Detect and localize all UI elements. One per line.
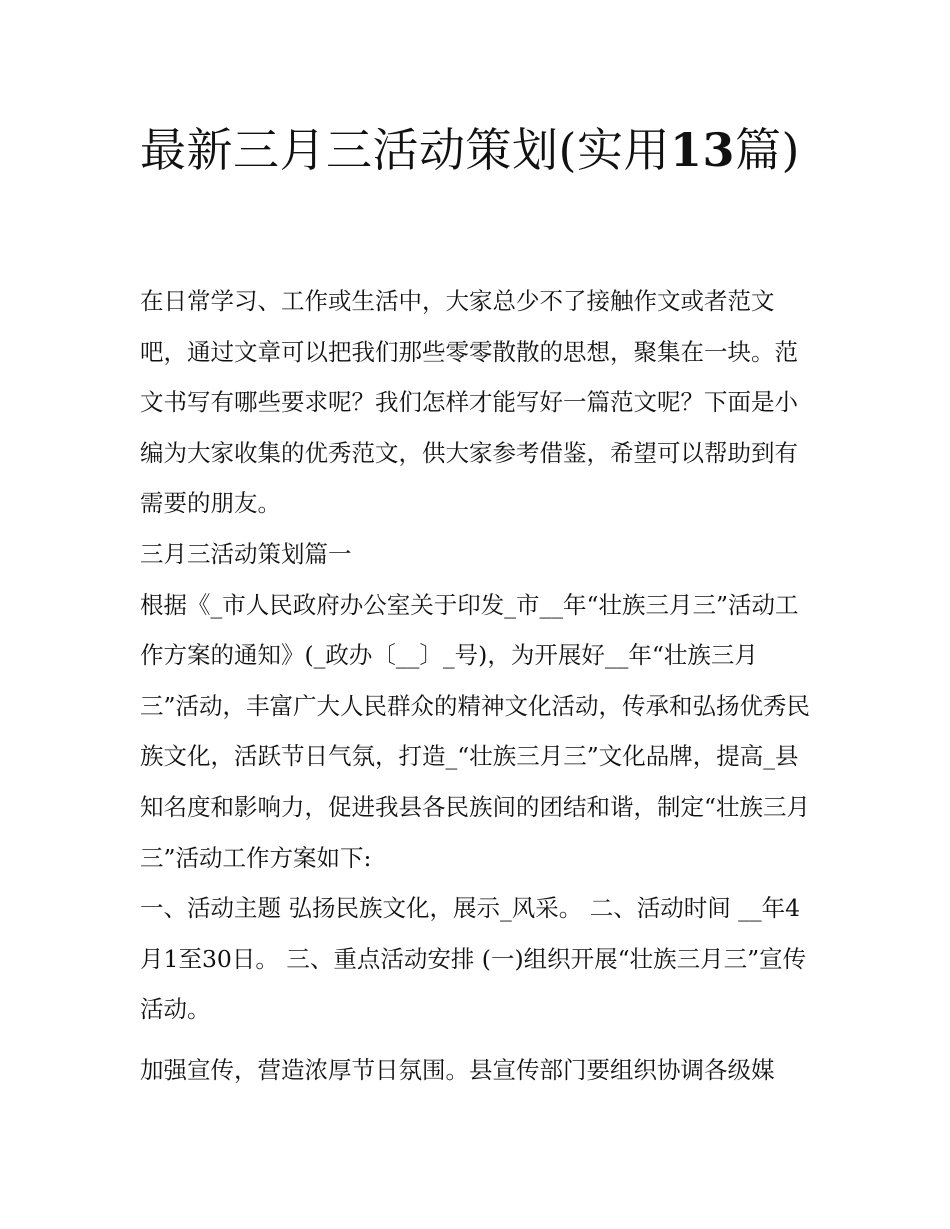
body-paragraph: 一、活动主题 弘扬民族文化，展示_风采。 二、活动时间 __年4月1至30日。 三、重点活动安排 (一)组织开展“壮族三月三”宣传活动。 [140,894,807,1024]
section-heading: 三月三活动策划篇一 [140,539,352,568]
title-main: 最新三月三活动策划(实用 [140,123,670,177]
body-paragraph: 加强宣传，营造浓厚节日氛围。县宣传部门要组织协调各级媒 [140,1055,775,1084]
body-paragraph: 根据《_市人民政府办公室关于印发_市__年“壮族三月三”活动工作方案的通知》(_政办〔__〕_号)，为开展好__年“壮族三月三”活动，丰富广大人民群众的精神文化活动，传承和弘扬优秀民族文化，活跃节日气氛，打造_“壮族三月三”文化品牌，提高_县知名度和影响力，促进我县各民族间的团结和谐，制定“壮族三月三”活动工作方案如下: [140,590,811,872]
title-end: 篇) [734,123,800,177]
title-number: 13 [669,123,735,177]
document-body [140,276,812,1096]
intro-paragraph: 在日常学习、工作或生活中，大家总少不了接触作文或者范文吧，通过文章可以把我们那些零零散散的思想，聚集在一块。范文书写有哪些要求呢？我们怎样才能写好一篇范文呢？下面是小编为大家收集的优秀范文，供大家参考借鉴，希望可以帮助到有需要的朋友。 [140,287,798,518]
document-title [140,112,820,188]
